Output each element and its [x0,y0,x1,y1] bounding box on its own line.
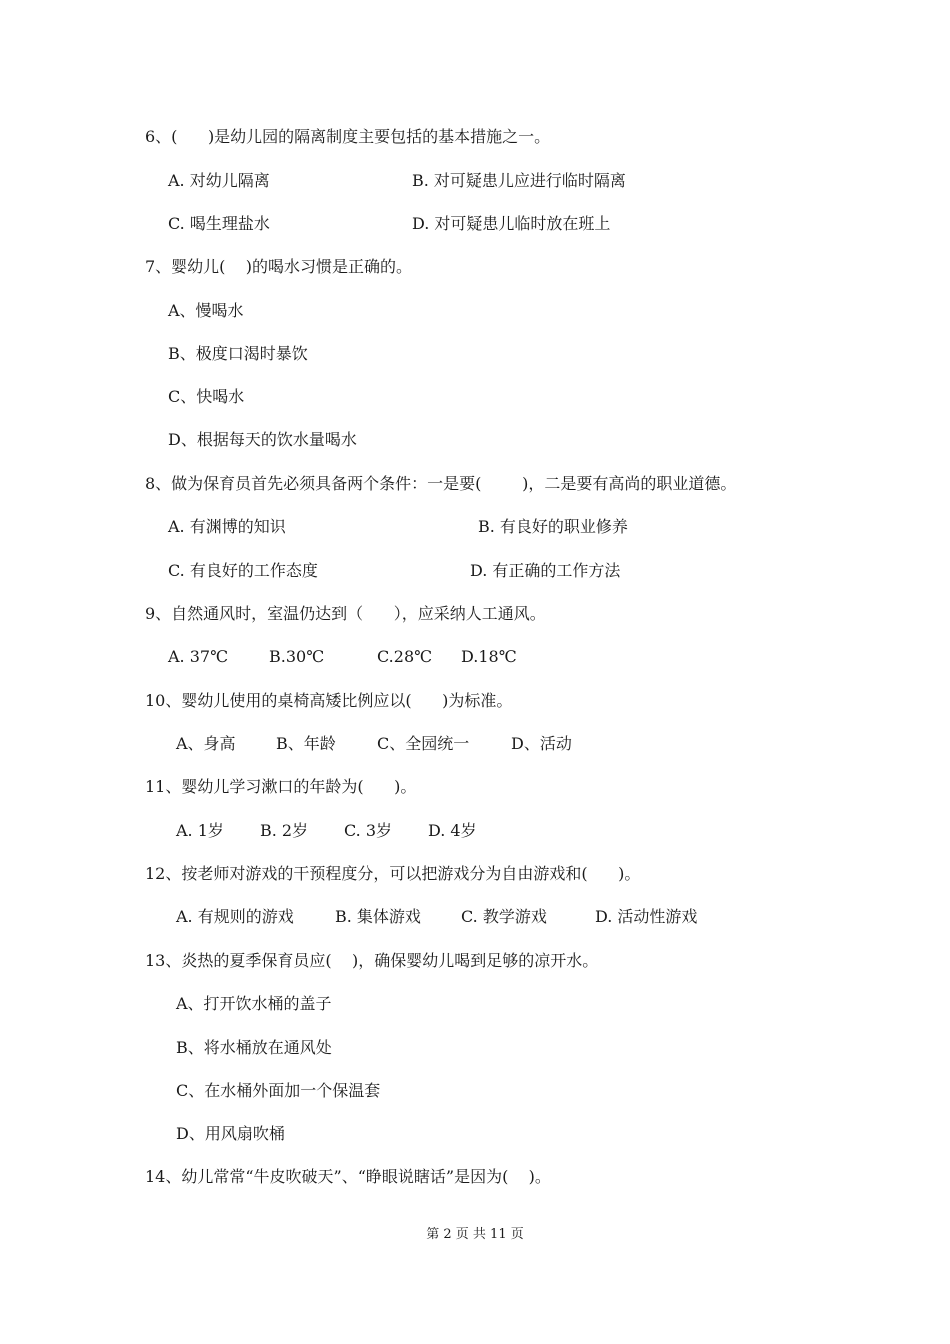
question-9-stem: 9、自然通风时，室温仍达到（ ），应采纳人工通风。 [145,604,546,623]
question-11-option-d: D. 4岁 [428,821,477,840]
question-12-stem: 12、按老师对游戏的干预程度分，可以把游戏分为自由游戏和( )。 [145,864,641,883]
question-9-option-b: B.30℃ [269,647,325,666]
question-13-option-a: A、打开饮水桶的盖子 [176,994,332,1013]
page-footer: 第 2 页 共 11 页 [426,1227,524,1242]
question-7-option-c: C、快喝水 [168,387,245,406]
question-13-option-b: B、将水桶放在通风处 [176,1038,332,1057]
question-6-option-a: A. 对幼儿隔离 [168,171,270,190]
question-10-option-b: B、年龄 [276,734,336,753]
question-11-option-a: A. 1岁 [176,821,224,840]
question-8-option-d: D. 有正确的工作方法 [470,561,621,580]
question-9-option-c: C.28℃ [377,647,433,666]
question-12-option-a: A. 有规则的游戏 [176,907,294,926]
question-8-stem: 8、做为保育员首先必须具备两个条件：一是要( )，二是要有高尚的职业道德。 [145,474,737,493]
question-12-option-d: D. 活动性游戏 [595,907,698,926]
question-9-option-a: A. 37℃ [168,647,228,666]
question-6-option-d: D. 对可疑患儿临时放在班上 [412,214,611,233]
question-7-option-b: B、极度口渴时暴饮 [168,344,308,363]
question-11-option-b: B. 2岁 [260,821,309,840]
question-7-option-a: A、慢喝水 [168,301,244,320]
question-9-option-d: D.18℃ [461,647,517,666]
question-8-option-b: B. 有良好的职业修养 [478,517,628,536]
question-13-option-c: C、在水桶外面加一个保温套 [176,1081,381,1100]
question-10-option-d: D、活动 [511,734,572,753]
question-6-stem: 6、( )是幼儿园的隔离制度主要包括的基本措施之一。 [145,127,551,146]
question-6-option-b: B. 对可疑患儿应进行临时隔离 [412,171,626,190]
question-8-option-a: A. 有渊博的知识 [168,517,286,536]
question-13-option-d: D、用风扇吹桶 [176,1124,285,1143]
question-11-stem: 11、婴幼儿学习漱口的年龄为( )。 [145,777,417,796]
question-7-option-d: D、根据每天的饮水量喝水 [168,430,357,449]
question-12-option-b: B. 集体游戏 [335,907,421,926]
question-8-option-c: C. 有良好的工作态度 [168,561,318,580]
question-7-stem: 7、婴幼儿( )的喝水习惯是正确的。 [145,257,413,276]
question-10-option-c: C、全园统一 [377,734,470,753]
question-14-stem: 14、幼儿常常“牛皮吹破天”、“睁眼说瞎话”是因为( )。 [145,1167,551,1186]
question-11-option-c: C. 3岁 [344,821,393,840]
question-6-option-c: C. 喝生理盐水 [168,214,270,233]
question-10-option-a: A、身高 [176,734,236,753]
question-13-stem: 13、炎热的夏季保育员应( )，确保婴幼儿喝到足够的凉开水。 [145,951,599,970]
question-12-option-c: C. 教学游戏 [461,907,547,926]
question-10-stem: 10、婴幼儿使用的桌椅高矮比例应以( )为标准。 [145,691,513,710]
